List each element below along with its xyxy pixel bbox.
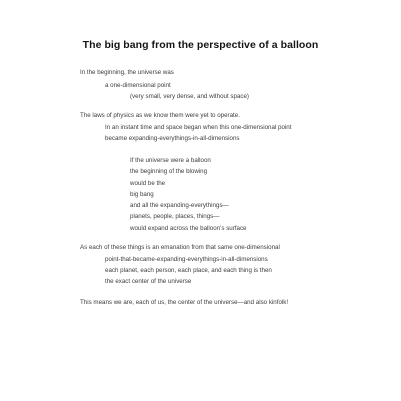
poem-line: (very small, very dense, and without space) (130, 93, 249, 100)
poem-line: point-that-became-expanding-everythings-in-all-dimensions (105, 256, 268, 263)
poem-line: In an instant time and space began when this one-dimensional point (105, 124, 292, 131)
poem-line: This means we are, each of us, the center of the universe—and also kinfolk! (80, 299, 289, 306)
poem-line: As each of these things is an emanation from that same one-dimensional (80, 244, 280, 251)
poem-line: would be the (130, 180, 166, 187)
poem-line: and all the expanding-everythings— (130, 202, 229, 209)
poem-line: In the beginning, the universe was (80, 69, 174, 76)
poem-line: would expand across the balloon’s surface (130, 225, 247, 232)
poem-line: big bang (130, 191, 154, 198)
poem-line: If the universe were a balloon (130, 157, 211, 164)
poem-line: a one-dimensional point (105, 82, 171, 89)
poem-line: the beginning of the blowing (130, 168, 208, 175)
poem-line: The laws of physics as we know them were yet to operate. (80, 112, 240, 119)
poem-line: the exact center of the universe (105, 278, 192, 285)
poem-line: became expanding-everythings-in-all-dimensions (105, 135, 240, 142)
poem-line: each planet, each person, each place, and each thing is then (105, 267, 272, 274)
poem-title: The big bang from the perspective of a balloon (82, 39, 319, 51)
poem-line: planets, people, places, things— (130, 213, 220, 220)
